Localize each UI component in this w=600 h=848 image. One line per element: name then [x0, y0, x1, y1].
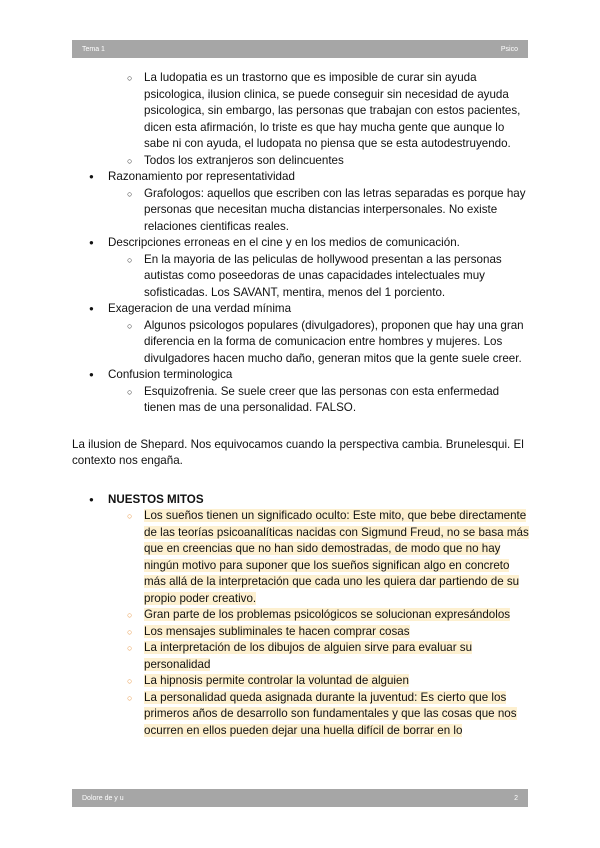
sublist-item: ○ Algunos psicologos populares (divulgadores), proponen que hay una gran diferencia en la forma de comunicacion entre hombres y mujeres. Los divulgadores hacen mucho daño, generan mitos que la gente suele creer.: [72, 318, 532, 368]
main-bullet-list: [72, 235, 532, 252]
page-footer: [72, 789, 528, 807]
sublist: [72, 384, 532, 417]
continued-sublist: [72, 70, 532, 169]
header-right-text: Psico: [500, 45, 518, 53]
myth-text: Los mensajes subliminales te hacen comprar cosas: [144, 624, 410, 638]
bullet-label: Descripciones erroneas en el cine y en los medios de comunicación.: [108, 236, 460, 249]
sublist-item: ○ La ludopatia es un trastorno que es imposible de curar sin ayuda psicologica, ilusion clinica, se puede conseguir sin necesidad de ayuda psicologica, sin embargo, las personas que trabajan con estos pacientes, dicen esta afirmación, lo triste es que hay mucha gente que aunque lo sabe ni con ayuda, el ludopata no piensa que se esta autodestruyendo.: [72, 70, 532, 153]
page-header: [72, 40, 528, 58]
footer-left-text: Dolore de y u: [82, 794, 124, 802]
myth-item: [72, 690, 532, 740]
sublist-item: ○ En la mayoria de las peliculas de hollywood presentan a las personas autistas como poseedoras de unas capacidades intelectuales muy sofisticadas. Los SAVANT, mentira, menos del 1 porciento.: [72, 252, 532, 302]
myth-item: [72, 607, 532, 624]
bullet-label: Razonamiento por representatividad: [108, 170, 295, 183]
myths-section: [72, 492, 532, 740]
main-bullet-list: [72, 169, 532, 186]
myth-item: [72, 508, 532, 607]
myth-item: [72, 673, 532, 690]
myths-list: [72, 508, 532, 739]
bullet-item: [72, 367, 532, 384]
bullet-item: [72, 235, 532, 252]
bullet-label: Confusion terminologica: [108, 368, 233, 381]
sublist: [72, 252, 532, 302]
sublist-item: ○ Todos los extranjeros son delincuentes: [72, 153, 532, 170]
page-number: 2: [514, 794, 518, 802]
myth-item: [72, 640, 532, 673]
document-body: [72, 70, 532, 739]
myths-heading-list: [72, 492, 532, 509]
shepard-paragraph: La ilusion de Shepard. Nos equivocamos cuando la perspectiva cambia. Brunelesqui. El contexto nos engaña.: [72, 437, 524, 467]
myths-heading: [72, 492, 532, 509]
bullet-item: [72, 301, 532, 318]
header-left-text: Tema 1: [82, 45, 105, 53]
main-bullet-list: [72, 301, 532, 318]
main-bullet-list: [72, 367, 532, 384]
sublist-item: ○ Grafologos: aquellos que escriben con las letras separadas es porque hay personas que necesitan mucha distancias interpersonales. No existe relaciones cientificas reales.: [72, 186, 532, 236]
myth-text: La personalidad queda asignada durante la juventud: Es cierto que los primeros años de desarrollo son fundamentales y que las cosas que nos ocurren en ellos pueden dejar una huella difícil de borrar en lo: [144, 690, 517, 737]
bullet-label: Exageracion de una verdad mínima: [108, 302, 292, 315]
myths-title: NUESTOS MITOS: [108, 492, 204, 506]
bullet-item: [72, 169, 532, 186]
myth-item: [72, 624, 532, 641]
sublist: [72, 318, 532, 368]
myth-text: Los sueños tienen un significado oculto: Este mito, que bebe directamente de las teorías psicoanalíticas nacidas con Sigmund Freud, no se basa más que en creencias que no han sido demostradas, de modo que no hay ningún motivo para suponer que los sueños significan algo en concreto más allá de la interpretación que cada uno les quiera dar partiendo de su propio poder creativo.: [144, 509, 529, 605]
myth-text: La hipnosis permite controlar la voluntad de alguien: [144, 674, 409, 687]
sublist-item: ○ Esquizofrenia. Se suele creer que las personas con esta enfermedad tienen mas de una personalidad. FALSO.: [72, 384, 532, 417]
myth-text: Gran parte de los problemas psicológicos se solucionan expresándolos: [144, 608, 511, 621]
myth-text: La interpretación de los dibujos de alguien sirve para evaluar su personalidad: [144, 641, 473, 671]
sublist: [72, 186, 532, 236]
